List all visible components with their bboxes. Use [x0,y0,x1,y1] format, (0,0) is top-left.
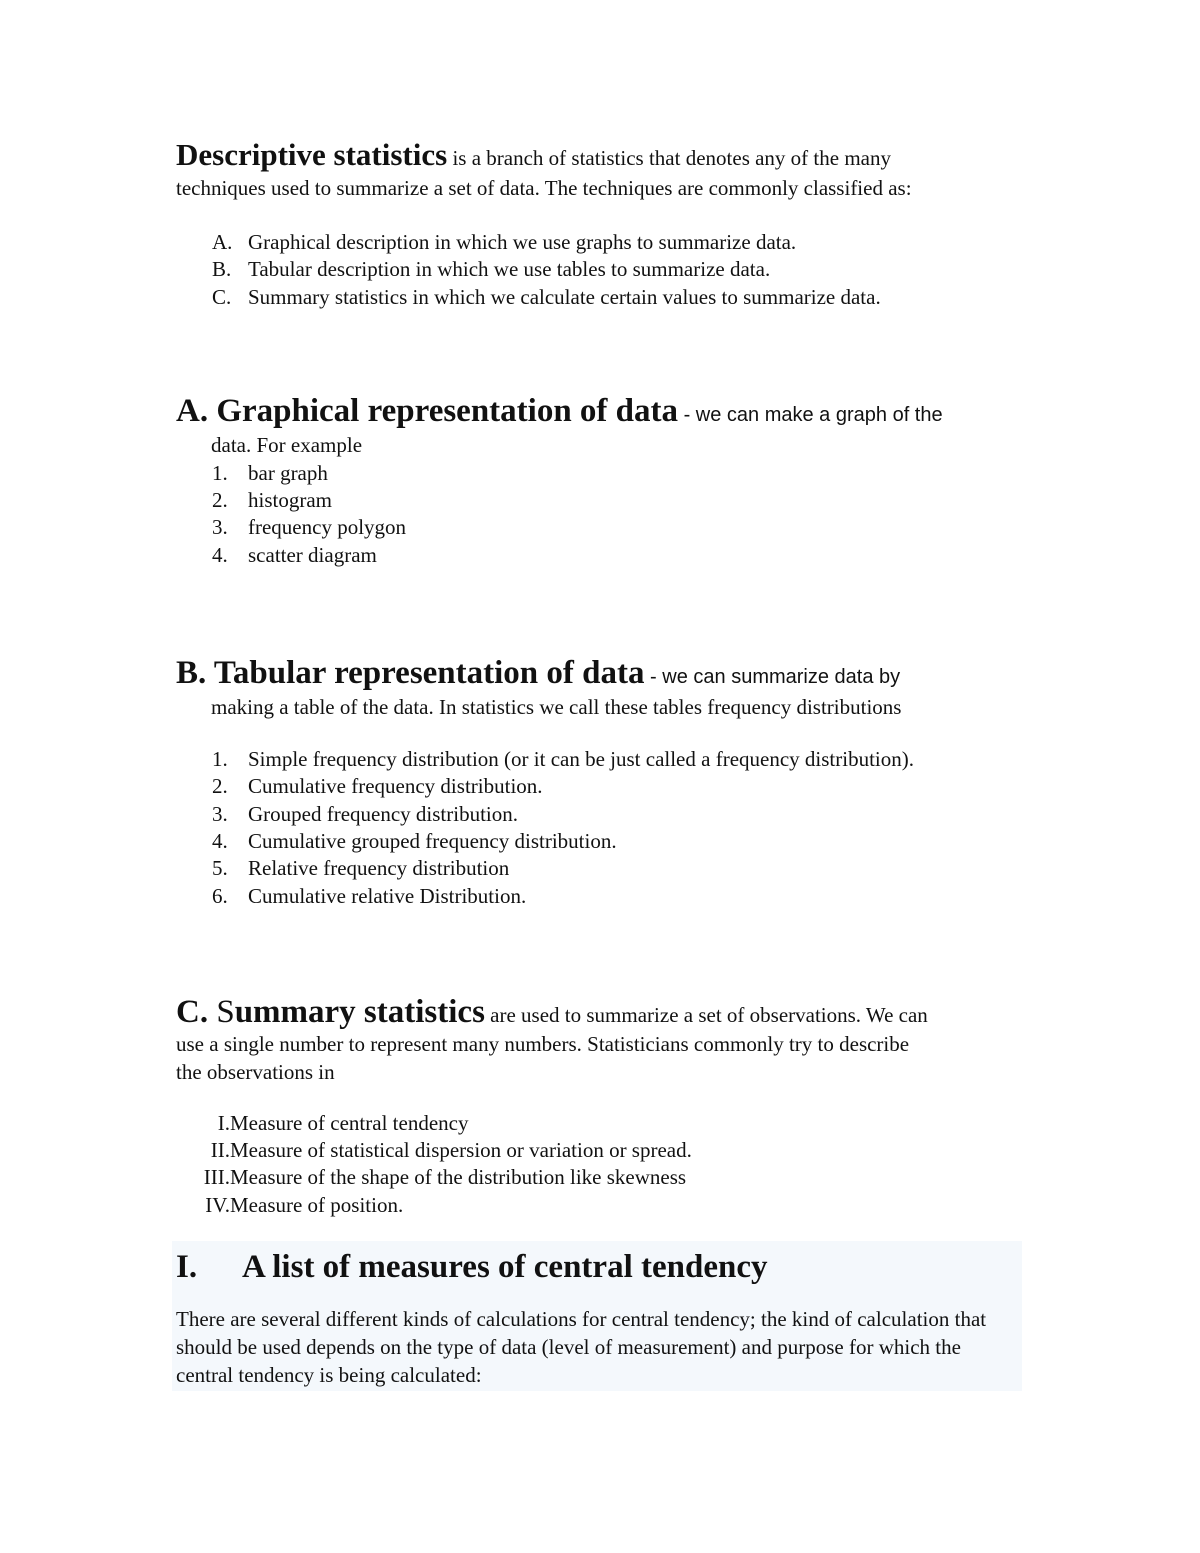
section-c-heading-s: S [216,993,235,1030]
list-marker: IV. [205,1192,230,1217]
section-c-line2: use a single number to represent many numbers. Statisticians commonly try to describe [176,1031,910,1056]
section-a-rest: - we can make a graph of the [678,403,943,426]
section-a-list [176,460,1036,569]
section-b-intro [176,655,1036,722]
list-item-text: Graphical description in which we use graphs to summarize data. [248,230,797,254]
section-c-line1-rest: are used to summarize a set of observations. We can [484,1002,928,1027]
list-item-text: Measure of statistical dispersion or variation or spread. [230,1138,692,1163]
list-item-text: Measure of position. [230,1192,404,1217]
list-marker: 2. [212,774,228,799]
list-item-text: Relative frequency distribution [248,856,510,881]
list-item [176,1164,1036,1191]
intro-line2: techniques used to summarize a set of data. The techniques are commonly classified as: [176,176,912,200]
list-marker: 3. [212,801,228,826]
section-i-body: There are several different kinds of calculations for central tendency; the kind of calculation that should be used depends on the type of data (level of measurement) and purpose for which the central tendency is being calculated: [176,1307,987,1388]
section-c [176,994,1036,1219]
list-item [212,828,1036,855]
list-marker: B. [212,257,232,282]
list-marker: II. [210,1138,230,1163]
list-marker: 4. [212,828,228,853]
list-item [176,1137,1036,1164]
section-i-title: A list of measures of central tendency [242,1249,768,1286]
list-item [212,801,1036,828]
list-item-text: Measure of the shape of the distribution like skewness [230,1165,687,1190]
list-item-text: Cumulative frequency distribution. [248,774,543,799]
list-item-text: scatter diagram [248,542,377,567]
list-item [212,256,1036,283]
list-item-text: frequency polygon [248,515,407,540]
section-c-list [176,1110,1036,1219]
section-i-heading [176,1241,1022,1287]
intro-term: Descriptive statistics [176,137,448,172]
section-c-line3: the observations in [176,1059,335,1084]
section-b-list [176,746,1036,910]
list-item [212,229,1036,256]
list-item [212,514,1036,541]
section-b [176,655,1036,910]
section-b-rest: - we can summarize data by [644,666,901,689]
intro-paragraph [176,137,1036,203]
section-a-intro [176,393,1036,460]
list-item [212,883,1036,910]
list-item-text: Tabular description in which we use tables to summarize data. [248,257,771,282]
list-item [212,746,1036,773]
section-b-cont: making a table of the data. In statistics we call these tables frequency distributions [211,695,902,720]
list-marker: A. [212,230,233,254]
list-marker: 4. [212,542,228,567]
section-a [176,393,1036,569]
list-item [212,855,1036,882]
section-c-heading-rest: ummary statistics [234,993,485,1030]
list-item-text: Cumulative grouped frequency distribution. [248,828,617,853]
list-item-text: histogram [248,488,332,513]
section-i [172,1241,1022,1391]
list-marker: 2. [212,488,228,513]
section-a-cont: data. For example [211,432,363,457]
page-content [176,137,1036,1391]
list-marker: 6. [212,883,228,908]
list-item-text: Measure of central tendency [230,1110,469,1135]
section-b-heading: B. Tabular representation of data [176,655,645,692]
section-i-number: I. [176,1249,198,1286]
list-marker: 1. [212,747,228,772]
list-item [212,460,1036,487]
section-c-intro [176,994,1036,1086]
list-marker: III. [203,1165,230,1190]
list-item [176,1110,1036,1137]
list-item [212,487,1036,514]
list-marker: C. [212,284,232,309]
intro-list [176,229,1036,311]
section-c-heading-letter: C. [176,993,209,1030]
list-item [176,1192,1036,1219]
intro-line1-rest: is a branch of statistics that denotes any of the many [447,146,891,170]
list-item [212,773,1036,800]
list-item-text: Summary statistics in which we calculate certain values to summarize data. [248,284,881,309]
list-item [212,542,1036,569]
list-item-text: bar graph [248,460,328,485]
list-marker: I. [217,1110,230,1135]
list-marker: 3. [212,515,228,540]
list-item [212,284,1036,311]
list-item-text: Simple frequency distribution (or it can be just called a frequency distribution). [248,747,914,772]
list-marker: 5. [212,856,228,881]
list-item-text: Cumulative relative Distribution. [248,883,527,908]
list-marker: 1. [212,460,228,485]
section-a-heading: A. Graphical representation of data [176,392,679,429]
list-item-text: Grouped frequency distribution. [248,801,519,826]
